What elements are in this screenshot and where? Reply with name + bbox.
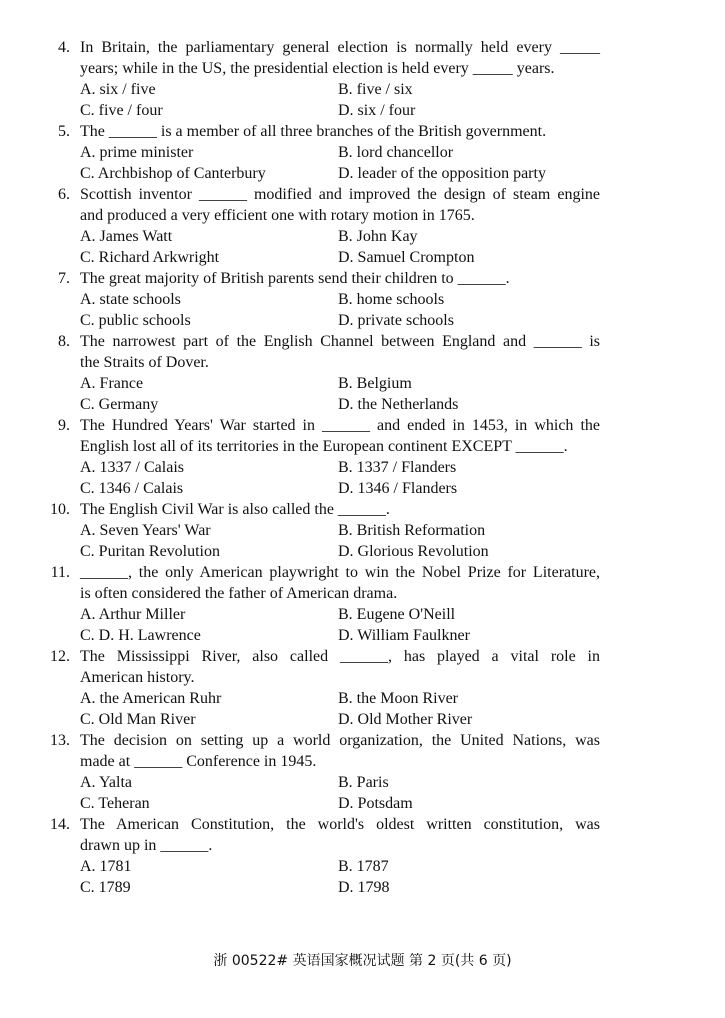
question-stem: and produced a very efficient one with rotary motion in 1765.	[80, 207, 475, 224]
question-stem: Scottish inventor ______ modified and improved the design of steam engine	[80, 186, 600, 203]
question-4	[0, 37, 725, 121]
question-stem: The decision on setting up a world organization, the United Nations, was	[80, 732, 600, 749]
answer-option: D. the Netherlands	[338, 396, 459, 413]
answer-option: A. prime minister	[80, 144, 194, 161]
question-12	[0, 646, 725, 730]
answer-option: A. France	[80, 375, 144, 392]
answer-option: C. five / four	[80, 102, 163, 119]
question-7	[0, 268, 725, 331]
answer-option: B. home schools	[338, 291, 445, 308]
answer-option: A. James Watt	[80, 228, 173, 245]
answer-option: D. William Faulkner	[338, 627, 470, 644]
question-stem: years; while in the US, the presidential election is held every _____ years.	[80, 60, 555, 77]
answer-option: B. British Reformation	[338, 522, 486, 539]
page-footer: 浙 00522# 英语国家概况试题 第 2 页(共 6 页)	[213, 953, 512, 969]
question-number: 4.	[58, 39, 70, 56]
question-stem: In Britain, the parliamentary general election is normally held every _____	[80, 39, 600, 56]
question-stem: The Hundred Years' War started in ______ and ended in 1453, in which the	[80, 417, 600, 434]
answer-option: D. Old Mother River	[338, 711, 473, 728]
answer-option: D. 1346 / Flanders	[338, 480, 458, 497]
answer-option: A. Seven Years' War	[80, 522, 211, 539]
question-number: 5.	[58, 123, 70, 140]
question-number: 7.	[58, 270, 70, 287]
answer-option: A. 1781	[80, 858, 132, 875]
answer-option: B. 1787	[338, 858, 389, 875]
answer-option: B. John Kay	[338, 228, 418, 245]
answer-option: C. 1789	[80, 879, 131, 896]
answer-option: A. state schools	[80, 291, 181, 308]
question-number: 12.	[50, 648, 70, 665]
question-8	[0, 331, 725, 415]
question-number: 11.	[50, 564, 70, 581]
answer-option: B. five / six	[338, 81, 413, 98]
question-stem: The Mississippi River, also called ______, has played a vital role in	[80, 648, 600, 665]
answer-option: C. Germany	[80, 396, 159, 413]
answer-option: D. private schools	[338, 312, 454, 329]
answer-option: A. Arthur Miller	[80, 606, 186, 623]
question-10	[0, 499, 725, 562]
answer-option: D. 1798	[338, 879, 390, 896]
answer-option: B. 1337 / Flanders	[338, 459, 457, 476]
question-stem: American history.	[80, 669, 195, 686]
question-stem: The narrowest part of the English Channel between England and ______ is	[80, 333, 600, 350]
question-number: 9.	[58, 417, 70, 434]
question-stem: drawn up in ______.	[80, 837, 213, 854]
answer-option: C. 1346 / Calais	[80, 480, 184, 497]
answer-option: D. six / four	[338, 102, 416, 119]
question-6	[0, 184, 725, 268]
question-number: 10.	[50, 501, 70, 518]
answer-option: C. Archbishop of Canterbury	[80, 165, 266, 182]
question-stem: The English Civil War is also called the ______.	[80, 501, 390, 518]
question-stem: made at ______ Conference in 1945.	[80, 753, 317, 770]
question-stem: the Straits of Dover.	[80, 354, 209, 371]
question-number: 6.	[58, 186, 70, 203]
answer-option: B. Belgium	[338, 375, 412, 392]
question-number: 8.	[58, 333, 70, 350]
answer-option: D. Samuel Crompton	[338, 249, 475, 266]
question-14	[0, 814, 725, 898]
question-number: 13.	[50, 732, 70, 749]
answer-option: A. Yalta	[80, 774, 133, 791]
answer-option: A. the American Ruhr	[80, 690, 222, 707]
question-stem: is often considered the father of American drama.	[80, 585, 398, 602]
answer-option: B. the Moon River	[338, 690, 458, 707]
answer-option: D. leader of the opposition party	[338, 165, 546, 182]
question-stem: The American Constitution, the world's oldest written constitution, was	[80, 816, 600, 833]
answer-option: C. Old Man River	[80, 711, 196, 728]
answer-option: C. Puritan Revolution	[80, 543, 220, 560]
question-stem: The great majority of British parents send their children to ______.	[80, 270, 510, 287]
answer-option: C. Richard Arkwright	[80, 249, 220, 266]
question-stem: English lost all of its territories in the European continent EXCEPT ______.	[80, 438, 568, 455]
answer-option: A. 1337 / Calais	[80, 459, 184, 476]
question-list	[0, 37, 725, 898]
question-number: 14.	[50, 816, 70, 833]
answer-option: A. six / five	[80, 81, 156, 98]
answer-option: B. Paris	[338, 774, 389, 791]
answer-option: B. Eugene O'Neill	[338, 606, 456, 623]
answer-option: C. public schools	[80, 312, 191, 329]
question-stem: ______, the only American playwright to win the Nobel Prize for Literature,	[80, 564, 600, 581]
answer-option: B. lord chancellor	[338, 144, 454, 161]
question-stem: The ______ is a member of all three branches of the British government.	[80, 123, 547, 140]
question-11	[0, 562, 725, 646]
answer-option: D. Potsdam	[338, 795, 413, 812]
answer-option: C. Teheran	[80, 795, 150, 812]
question-13	[0, 730, 725, 814]
answer-option: D. Glorious Revolution	[338, 543, 489, 560]
question-5	[0, 121, 725, 184]
answer-option: C. D. H. Lawrence	[80, 627, 201, 644]
question-9	[0, 415, 725, 499]
